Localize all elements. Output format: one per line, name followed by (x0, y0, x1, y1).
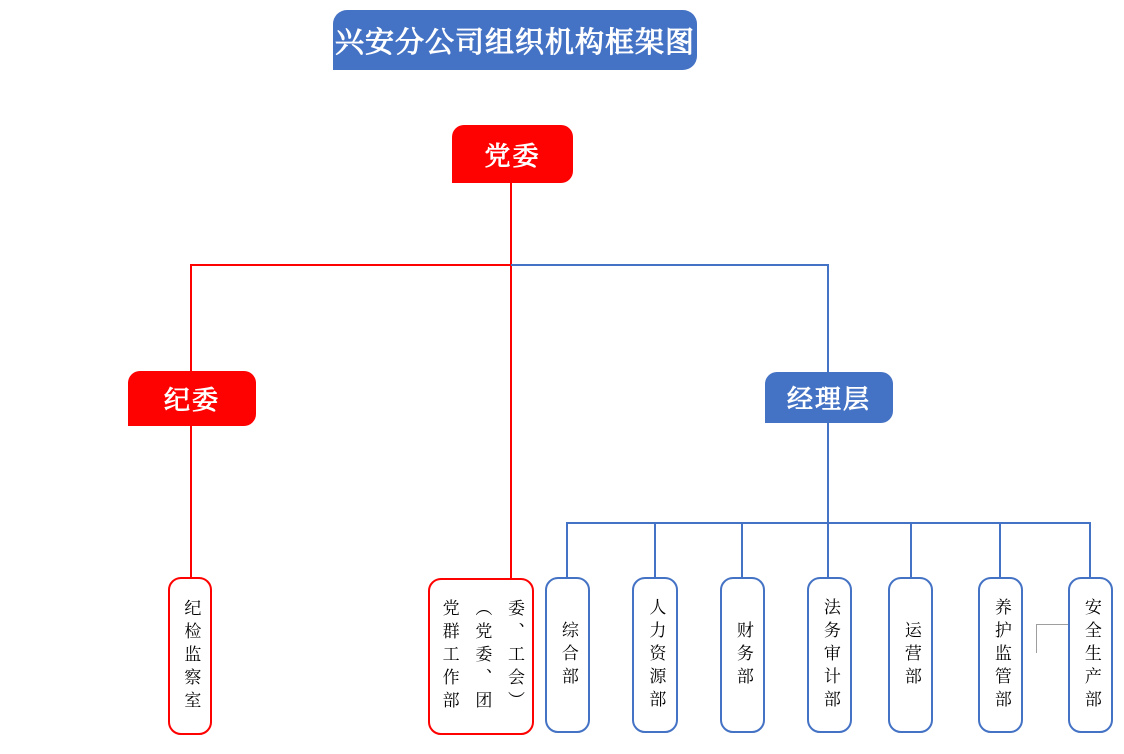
dept-node-safety-production (1068, 577, 1113, 733)
dept-node-maintenance-supervision (978, 577, 1023, 733)
dept-label: 养护监管部 (991, 597, 1011, 713)
discipline-committee-label: 纪委 (163, 385, 220, 415)
connector-line (190, 264, 192, 371)
connector-line (654, 522, 656, 577)
connector-line (511, 264, 829, 266)
management-layer-label: 经理层 (786, 384, 871, 414)
connector-line (190, 426, 192, 577)
connector-line (910, 522, 912, 577)
connector-line (827, 423, 829, 523)
party-mass-work-dept-line: （党委、团 (472, 599, 492, 714)
connector-line (827, 264, 829, 372)
discipline-committee-node (128, 371, 256, 426)
management-layer-node (765, 372, 893, 423)
dept-label: 法务审计部 (820, 597, 840, 713)
dept-label: 财务部 (733, 620, 753, 690)
party-mass-work-dept-line: 党群工作部 (439, 599, 459, 714)
connector-line (827, 522, 829, 577)
party-mass-work-dept-text (439, 599, 523, 714)
dept-node-general-affairs (545, 577, 590, 733)
connector-line (1089, 522, 1091, 577)
discipline-inspection-office-node (168, 577, 212, 735)
dept-label: 运营部 (901, 620, 921, 690)
dept-node-human-resources (632, 577, 678, 733)
party-mass-work-dept-node (428, 578, 534, 735)
party-mass-work-dept-line: 委、工会） (505, 599, 525, 714)
connector-line (999, 522, 1001, 577)
party-committee-label: 党委 (484, 140, 541, 171)
dept-label: 人力资源部 (646, 597, 666, 713)
dept-node-operations (888, 577, 933, 733)
connector-line (510, 183, 512, 578)
dept-node-legal-audit (807, 577, 852, 733)
connector-line (190, 264, 512, 266)
dept-node-finance (720, 577, 765, 733)
dept-label: 综合部 (558, 620, 578, 690)
dept-label: 安全生产部 (1081, 597, 1101, 713)
connector-line (566, 522, 568, 577)
party-committee-node (452, 125, 573, 183)
stray-corner-mark (1036, 624, 1037, 653)
stray-corner-mark (1036, 624, 1070, 625)
discipline-inspection-office-label: 纪检监察室 (181, 598, 201, 714)
chart-title (333, 10, 697, 70)
connector-line (741, 522, 743, 577)
chart-title-label: 兴安分公司组织机构框架图 (334, 26, 695, 59)
